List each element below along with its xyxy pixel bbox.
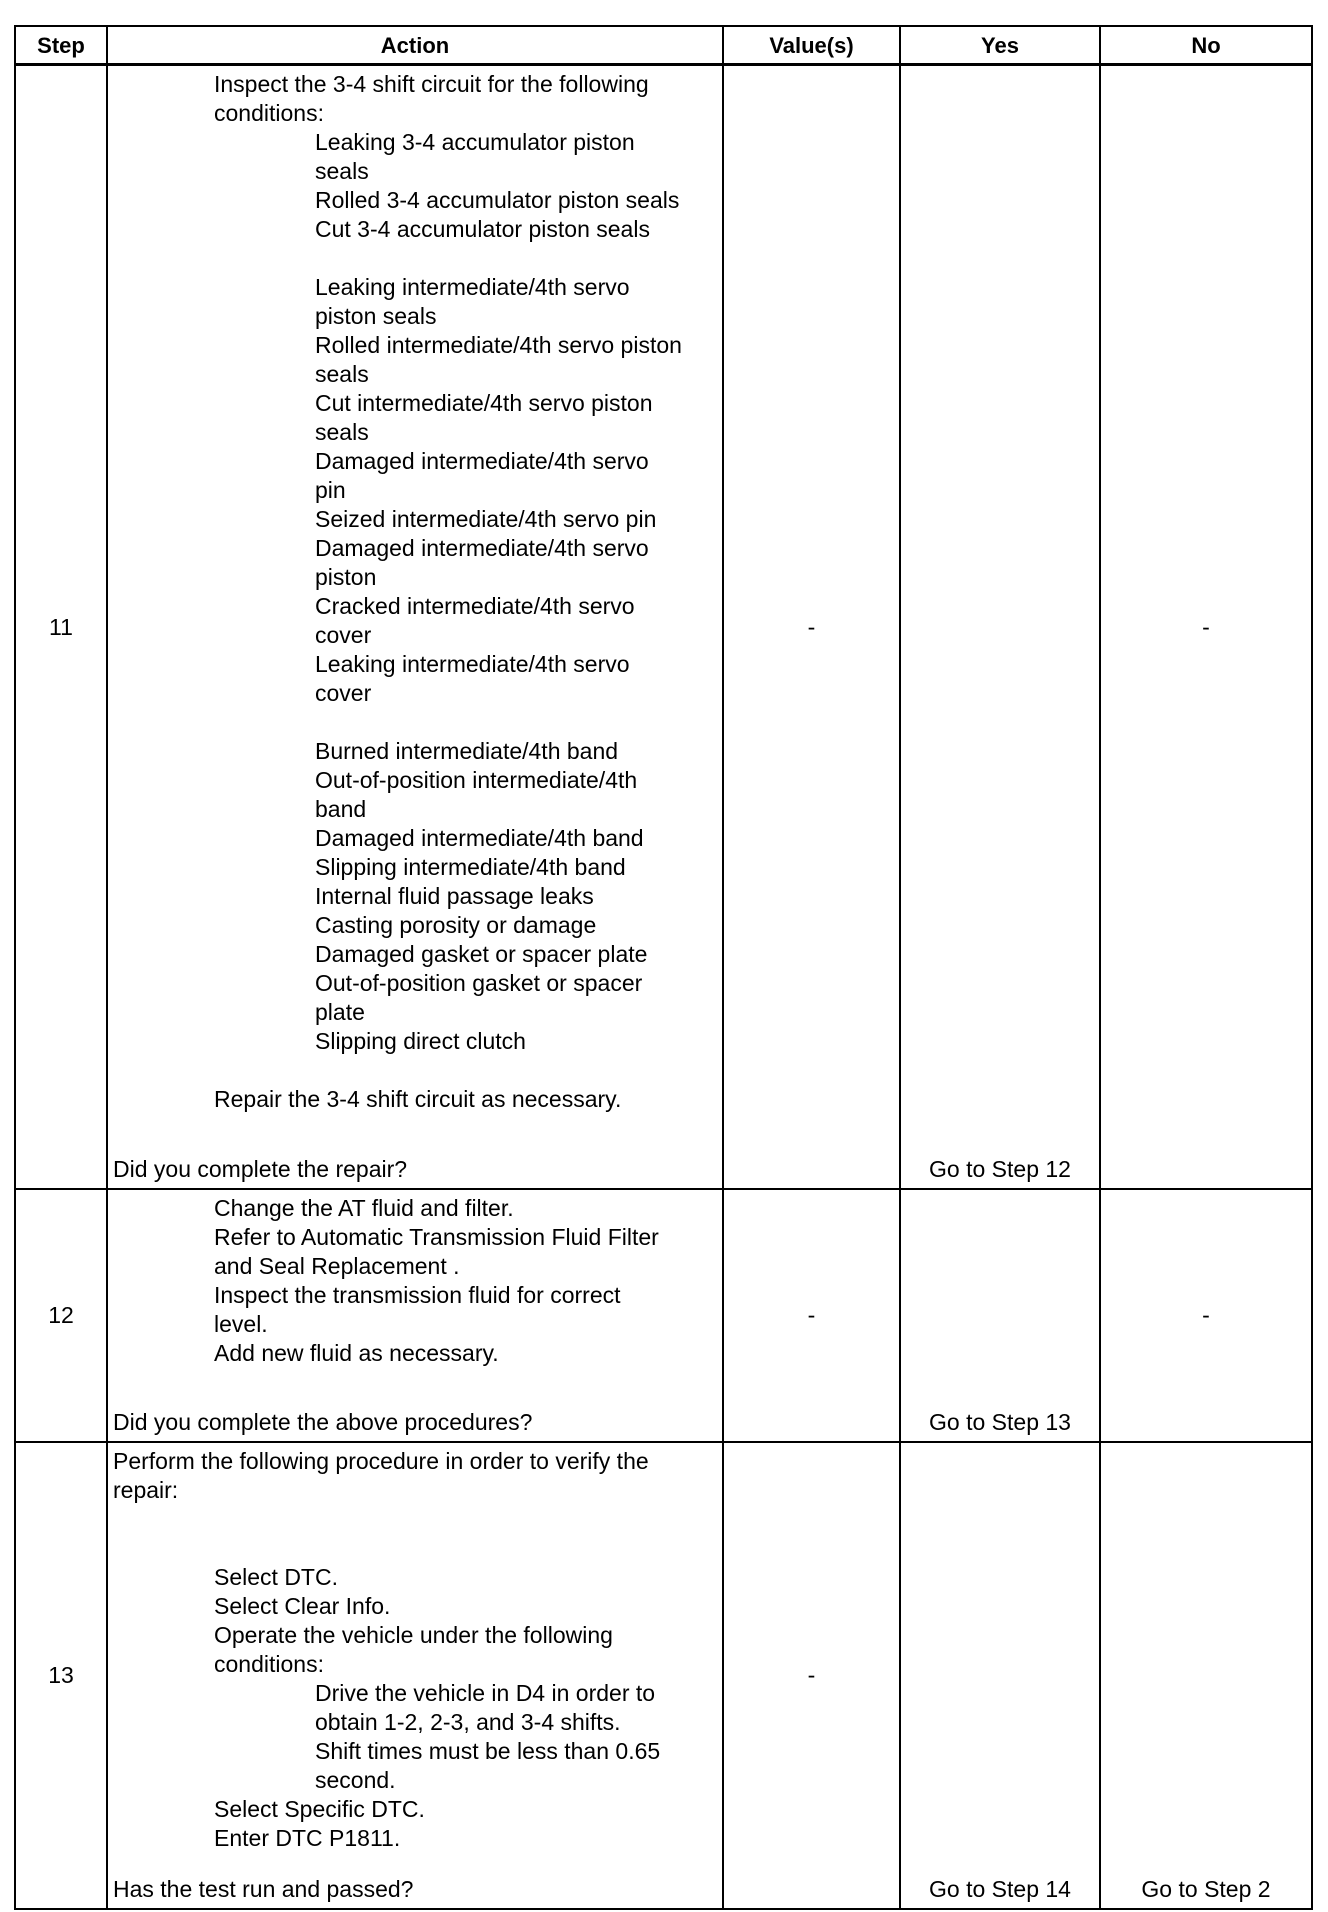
table-row [15,1442,1312,1909]
yes-cell: Go to Step 13 [900,1189,1100,1442]
action-line: level. [214,1311,268,1337]
action-line: obtain 1-2, 2-3, and 3-4 shifts. [315,1709,621,1735]
action-line: Leaking intermediate/4th servo [315,274,630,300]
action-question: Did you complete the above procedures? [113,1409,533,1435]
action-line [113,1056,718,1085]
action-line: Damaged intermediate/4th servo [315,448,649,474]
no-cell: Go to Step 2 [1100,1442,1312,1909]
action-line: repair: [113,1477,179,1503]
action-cell [107,65,723,1190]
action-content [113,1194,718,1437]
value-cell: - [723,1442,900,1909]
step-number: 11 [15,65,107,1190]
action-line: plate [315,999,365,1025]
no-cell: - [1100,65,1312,1190]
action-line: Select Specific DTC. [214,1796,425,1822]
header-step: Step [15,26,107,65]
yes-cell: Go to Step 14 [900,1442,1100,1909]
action-line [113,1505,718,1534]
action-line: second. [315,1767,396,1793]
action-line: Change the AT fluid and filter. [214,1195,514,1221]
action-line: Inspect the transmission fluid for correct [214,1282,621,1308]
value-cell: - [723,1189,900,1442]
table-row [15,1189,1312,1442]
action-line: Rolled 3-4 accumulator piston seals [315,187,680,213]
action-content [113,1447,718,1904]
action-line [113,1534,718,1563]
action-line: piston [315,564,377,590]
action-line: Slipping intermediate/4th band [315,854,626,880]
action-question: Has the test run and passed? [113,1876,414,1902]
action-line: Shift times must be less than 0.65 [315,1738,661,1764]
table-row [15,65,1312,1190]
action-line [113,244,718,273]
action-cell [107,1189,723,1442]
action-content [113,70,718,1184]
action-line: Damaged gasket or spacer plate [315,941,648,967]
action-line: Burned intermediate/4th band [315,738,619,764]
action-question: Did you complete the repair? [113,1156,408,1182]
action-line: Perform the following procedure in order to verify the [113,1448,649,1474]
action-line: Damaged intermediate/4th servo [315,535,649,561]
step-number: 12 [15,1189,107,1442]
action-line: Leaking 3-4 accumulator piston [315,129,635,155]
action-line: Select DTC. [214,1564,338,1590]
action-line: conditions: [214,100,324,126]
header-row [15,26,1312,65]
action-line: and Seal Replacement . [214,1253,460,1279]
action-line: Internal fluid passage leaks [315,883,594,909]
action-line: Operate the vehicle under the following [214,1622,613,1648]
action-line: Drive the vehicle in D4 in order to [315,1680,656,1706]
action-line: Inspect the 3-4 shift circuit for the following [214,71,649,97]
action-line: Select Clear Info. [214,1593,391,1619]
action-line: cover [315,622,372,648]
action-line: Refer to Automatic Transmission Fluid Filter [214,1224,659,1250]
action-line: Cut intermediate/4th servo piston [315,390,653,416]
action-line: Cut 3-4 accumulator piston seals [315,216,650,242]
action-line: seals [315,361,369,387]
step-number: 13 [15,1442,107,1909]
action-line: Slipping direct clutch [315,1028,526,1054]
action-line: Repair the 3-4 shift circuit as necessary. [214,1086,622,1112]
action-line: Enter DTC P1811. [214,1825,401,1851]
action-line [113,708,718,737]
action-line: Out-of-position gasket or spacer [315,970,643,996]
no-cell: - [1100,1189,1312,1442]
action-line: Casting porosity or damage [315,912,597,938]
action-line: cover [315,680,372,706]
header-no: No [1100,26,1312,65]
diagnostic-table [14,25,1313,1910]
action-line: Cracked intermediate/4th servo [315,593,635,619]
action-line: pin [315,477,346,503]
action-cell [107,1442,723,1909]
yes-cell: Go to Step 12 [900,65,1100,1190]
action-line: band [315,796,367,822]
action-line: Damaged intermediate/4th band [315,825,644,851]
action-line: seals [315,419,369,445]
header-yes: Yes [900,26,1100,65]
header-values: Value(s) [723,26,900,65]
action-line: piston seals [315,303,437,329]
action-line: seals [315,158,369,184]
action-line: conditions: [214,1651,324,1677]
action-line: Seized intermediate/4th servo pin [315,506,657,532]
action-line: Add new fluid as necessary. [214,1340,499,1366]
action-line: Leaking intermediate/4th servo [315,651,630,677]
action-line: Rolled intermediate/4th servo piston [315,332,682,358]
value-cell: - [723,65,900,1190]
header-action: Action [107,26,723,65]
action-line: Out-of-position intermediate/4th [315,767,638,793]
